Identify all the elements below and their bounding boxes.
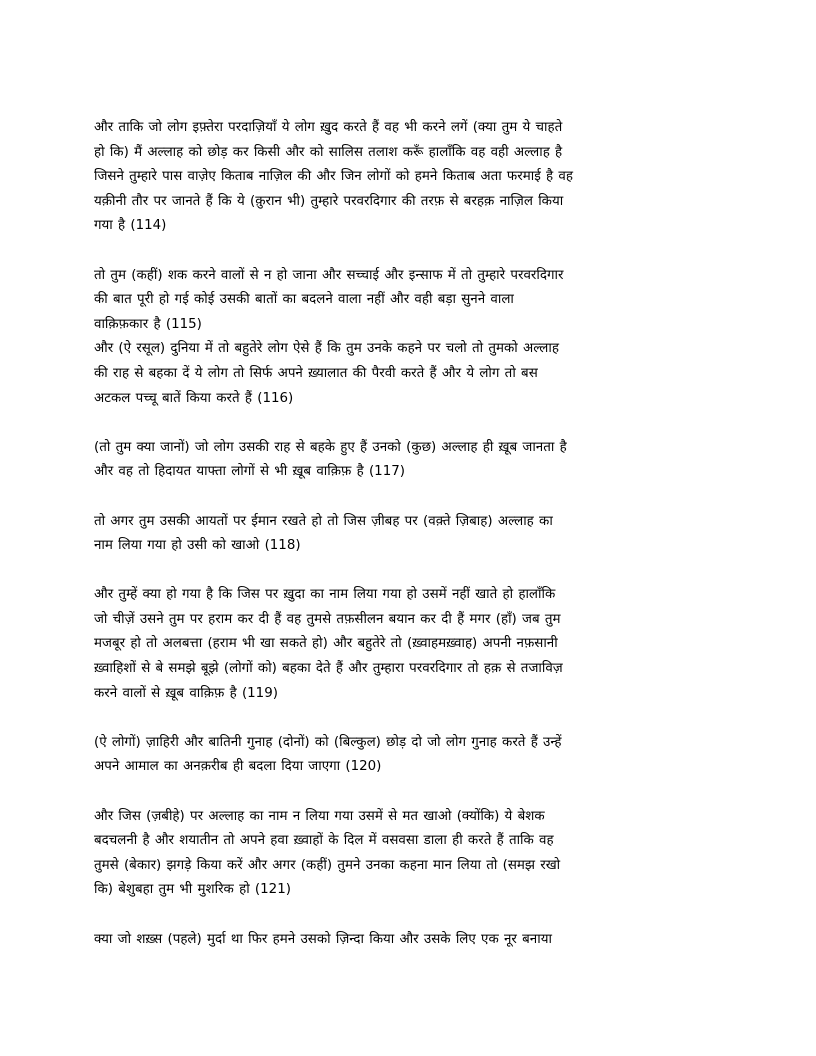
- text-line: हो कि) मैं अल्लाह को छोड़ कर किसी और को सालिस तलाश करूँ हालाँकि वह वही अल्लाह है: [94, 144, 563, 160]
- text-line: की राह से बहका दें ये लोग तो सिर्फ अपने ख़्यालात की पैरवी करते हैं और ये लोग तो बस: [94, 365, 538, 381]
- text-line: बदचलनी है और शयातीन तो अपने हवा ख़्वाहों के दिल में वसवसा डाला ही करते हैं ताकि वह: [94, 833, 554, 849]
- text-line: करने वालों से ख़ूब वाक़िफ़ है (119): [94, 685, 278, 701]
- paragraph-verse-115: [94, 264, 718, 338]
- text-line: तो अगर तुम उसकी आयतों पर ईमान रखते हो तो जिस ज़ीबह पर (वक़्ते ज़िबाह) अल्लाह का: [94, 513, 553, 529]
- text-line: की बात पूरी हो गई कोई उसकी बातों का बदलने वाला नहीं और वही बड़ा सुनने वाला: [94, 292, 514, 308]
- paragraph-verse-118: [94, 510, 718, 559]
- text-line: तो तुम (कहीं) शक करने वालों से न हो जाना और सच्चाई और इन्साफ में तो तुम्हारे परवरदिगार: [94, 267, 564, 283]
- text-line: नाम लिया गया हो उसी को खाओ (118): [94, 538, 301, 554]
- text-line: क्या जो शख़्स (पहले) मुर्दा था फिर हमने उसको ज़िन्दा किया और उसके लिए एक नूर बनाया: [94, 931, 552, 947]
- text-line: यक़ीनी तौर पर जानते हैं कि ये (क़ुरान भी) तुम्हारे परवरदिगार की तरफ़ से बरहक़ नाज़िल किया: [94, 193, 564, 209]
- text-line: और वह तो हिदायत याफ्ता लोगों से भी ख़ूब वाक़िफ़ है (117): [94, 464, 405, 480]
- paragraph-verse-122: [94, 928, 718, 953]
- text-line: ख़्वाहिशों से बे समझे बूझे (लोगों को) बहका देते हैं और तुम्हारा परवरदिगार तो हक़ से तजाविज़: [94, 661, 563, 677]
- document-page: [94, 116, 718, 952]
- text-line: जिसने तुम्हारे पास वाज़ेए किताब नाज़िल की और जिन लोगों को हमने किताब अता फरमाई है वह: [94, 169, 573, 185]
- text-line: (ऐ लोगों) ज़ाहिरी और बातिनी गुनाह (दोनों) को (बिल्कुल) छोड़ दो जो लोग गुनाह करते हैं उन्हें: [94, 734, 562, 750]
- text-line: और (ऐ रसूल) दुनिया में तो बहुतेरे लोग ऐसे हैं कि तुम उनके कहने पर चलो तो तुमको अल्लाह: [94, 341, 559, 357]
- paragraph-verse-117: [94, 436, 718, 485]
- text-line: जो चीज़ें उसने तुम पर हराम कर दी हैं वह तुमसे तफ़सीलन बयान कर दी हैं मगर (हाँ) जब तुम: [94, 611, 561, 627]
- text-line: और तुम्हें क्या हो गया है कि जिस पर ख़ुदा का नाम लिया गया हो उसमें नहीं खाते हो हालाँकि: [94, 587, 556, 603]
- text-line: (तो तुम क्या जानों) जो लोग उसकी राह से बहके हुए हैं उनको (कुछ) अल्लाह ही ख़ूब जानता है: [94, 439, 567, 455]
- paragraph-verse-120: [94, 731, 718, 780]
- text-line: गया है (114): [94, 218, 167, 234]
- text-line: और ताकि जो लोग इफ़्तेरा परदाज़ियाँ ये लोग ख़ुद करते हैं वह भी करने लगें (क्या तुम ये चाहते: [94, 120, 563, 135]
- paragraph-verse-121: [94, 805, 718, 903]
- text-line: मजबूर हो तो अलबत्ता (हराम भी खा सकते हो) और बहुतेरे तो (ख़्वाहमख़्वाह) अपनी नफ़सानी: [94, 636, 558, 652]
- text-line: कि) बेशुबहा तुम भी मुशरिक हो (121): [94, 882, 291, 898]
- paragraph-verse-119: [94, 583, 718, 706]
- text-line: अटकल पच्चू बातें किया करते हैं (116): [94, 390, 294, 406]
- text-line: तुमसे (बेकार) झगड़े किया करें और अगर (कहीं) तुमने उनका कहना मान लिया तो (समझ रखो: [94, 857, 561, 873]
- text-line: और जिस (ज़बीहे) पर अल्लाह का नाम न लिया गया उसमें से मत खाओ (क्योंकि) ये बेशक: [94, 808, 545, 824]
- paragraph-verse-114: [94, 116, 718, 239]
- paragraph-verse-116: [94, 337, 718, 411]
- text-line: वाक़िफ़कार है (115): [94, 316, 202, 332]
- text-line: अपने आमाल का अनक़रीब ही बदला दिया जाएगा (120): [94, 759, 382, 775]
